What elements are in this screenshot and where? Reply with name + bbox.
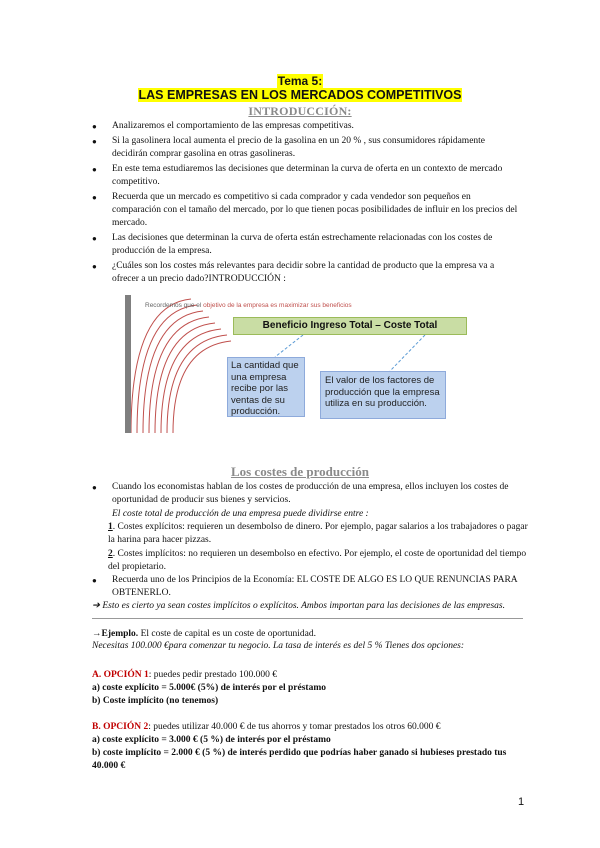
note-line: ➔ Esto es cierto ya sean costes implícitos o explícitos. Ambos importan para las decisiones de las empresas. [92,601,505,611]
principle-bullet-list [92,574,522,600]
total-cost-line: El coste total de producción de una empresa puede dividirse entre : [112,509,369,519]
option-b-implicit: b) coste implícito = 2.000 € (5 %) de interés perdido que podrías haber ganado si hubieses prestado tus 40.000 € [92,748,507,771]
list-item: ● En este tema estudiaremos las decisiones que determinan la curva de oferta en un contexto de mercado competitivo. [92,164,503,187]
list-item: ● Recuerda que un mercado es competitivo si cada comprador y cada vendedor son pequeños en comparación con el tamaño del mercado, por lo que tienen pocas posibilidades de influir en los precios del mercado. [92,192,518,228]
bullet-icon: ● [92,262,97,271]
bullet-icon: ● [92,234,97,243]
intro-bullet-list [92,120,522,288]
option-a: A. OPCIÓN 1: puedes pedir prestado 100.000 € [92,670,277,680]
topic-number: Tema 5: [277,74,323,88]
bullet-icon: ● [92,483,97,492]
bullet-icon: ● [92,576,97,585]
example-statement: Necesitas 100.000 €para comenzar tu negocio. La tasa de interés es del 5 % Tienes dos opciones: [92,641,465,651]
option-a-implicit: b) Coste implícito (no tenemos) [92,696,219,706]
intro-heading: INTRODUCCIÓN: [248,104,352,118]
implicit-costs-item: 2. Costes implícitos: no requieren un desembolso en efectivo. Por ejemplo, el coste de oportunidad del tiempo del propietario. [108,549,527,572]
page-title: LAS EMPRESAS EN LOS MERCADOS COMPETITIVOS [138,88,462,102]
option-b-explicit: a) coste explícito = 3.000 € (5 %) de interés por el préstamo [92,735,331,745]
list-item: ● ¿Cuáles son los costes más relevantes para decidir sobre la cantidad de producto que la empresa va a ofrecer a un precio dado?INTRODUCCIÓN : [92,261,495,284]
divider [92,618,523,619]
total-cost-box: El valor de los factores de producción que la empresa utiliza en su producción. [320,371,446,419]
list-item: ● Cuando los economistas hablan de los costes de producción de una empresa, ellos incluyen los costes de oportunidad de producir sus bienes y servicios. [92,482,509,505]
total-revenue-box: La cantidad que una empresa recibe por las ventas de su producción. [227,357,305,417]
list-item: ● Analizaremos el comportamiento de las empresas competitivas. [92,121,354,131]
list-item: ● Las decisiones que determinan la curva de oferta están estrechamente relacionadas con los costes de producción de la empresa. [92,233,493,256]
figure-caption: Recordemos que el objetivo de la empresa es maximizar sus beneficios [145,302,352,309]
costs-bullet-list [92,481,522,507]
option-b: B. OPCIÓN 2: puedes utilizar 40.000 € de tus ahorros y tomar prestados los otros 60.000 € [92,722,441,732]
bullet-icon: ● [92,122,97,131]
bullet-icon: ● [92,165,97,174]
bullet-icon: ● [92,193,97,202]
list-item: ● Si la gasolinera local aumenta el precio de la gasolina en un 20 % , sus consumidores rápidamente decidirán comprar gasolina en otras gasolineras. [92,136,486,159]
profit-formula: Beneficio Ingreso Total – Coste Total [233,317,467,335]
list-item: ● Recuerda uno de los Principios de la Economía: EL COSTE DE ALGO ES LO QUE RENUNCIAS PARA OBTENERLO. [92,575,518,598]
costs-heading: Los costes de producción [230,464,370,479]
profit-diagram [125,295,485,433]
example-heading: →Ejemplo. El coste de capital es un coste de oportunidad. [92,629,316,639]
page-number: 1 [518,796,525,808]
explicit-costs-item: 1. Costes explícitos: requieren un desembolso de dinero. Por ejemplo, pagar salarios a los trabajadores o pagar la harina para hacer pizzas. [108,522,528,545]
bullet-icon: ● [92,137,97,146]
option-a-explicit: a) coste explícito = 5.000€ (5%) de interés por el préstamo [92,683,326,693]
